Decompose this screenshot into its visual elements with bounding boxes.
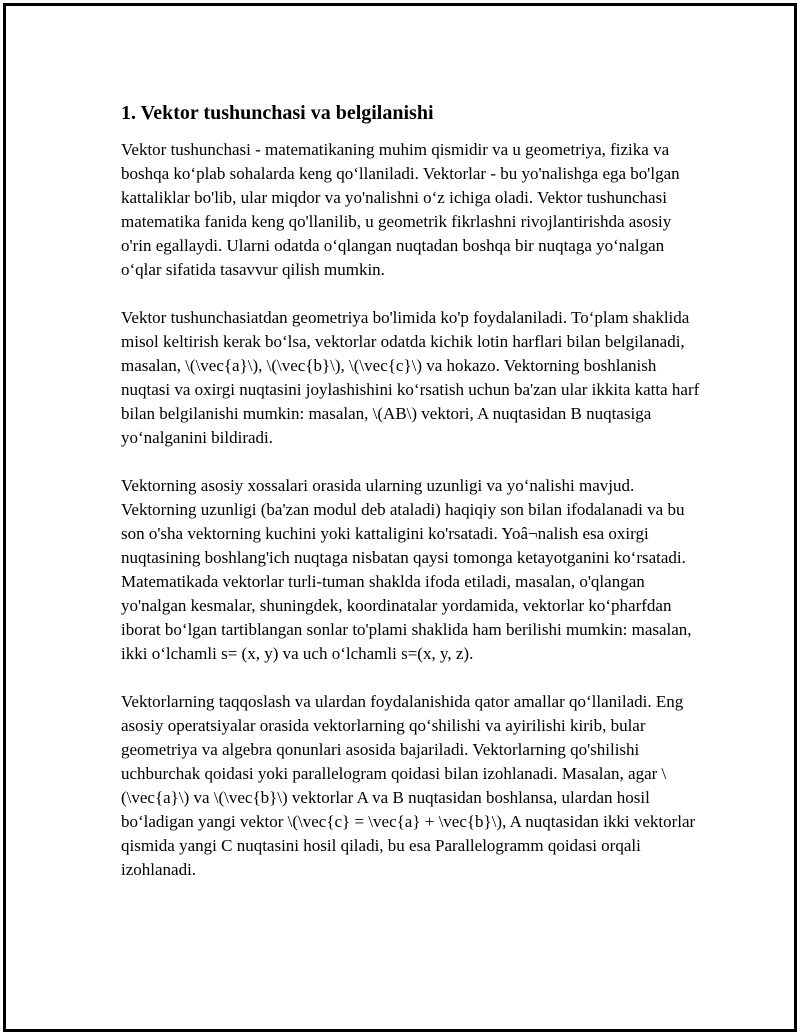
section-heading: 1. Vektor tushunchasi va belgilanishi (121, 102, 434, 124)
paragraph-1: Vektor tushunchasi - matematikaning muhim qismidir va u geometriya, fizika va boshqa ko‘plab sohalarda keng qo‘llaniladi. Vektorlar - bu yo'nalishga ega bo'lgan kattaliklar bo'lib, ular miqdor va yo'nalishni o‘z ichiga oladi. Vektor tushunchasi matematika fanida keng qo'llanilib, u geometrik fikrlashni rivojlantirishda asosiy o'rin egallaydi. Ularni odatda o‘qlangan nuqtadan boshqa bir nuqtaga yo‘nalgan o‘qlar sifatida tasavvur qilish mumkin. (121, 140, 680, 279)
page-border (3, 3, 797, 1032)
document-body (121, 100, 701, 906)
paragraph-4: Vektorlarning taqqoslash va ulardan foydalanishida qator amallar qo‘llaniladi. Eng asosiy operatsiyalar orasida vektorlarning qo‘shilishi va ayirilishi kirib, bular geometriya va algebra qonunlari asosida bajariladi. Vektorlarning qo'shilishi uchburchak qoidasi yoki parallelogram qoidasi bilan izohlanadi. Masalan, agar \(\vec{a}\) va \(\vec{b}\) vektorlar A va B nuqtasidan boshlansa, ulardan hosil bo‘ladigan yangi vektor \(\vec{c} = \vec{a} + \vec{b}\), A nuqtasidan ikki vektorlar qismida yangi C nuqtasini hosil qiladi, bu esa Parallelogramm qoidasi orqali izohlanadi. (121, 692, 696, 879)
paragraph-2: Vektor tushunchasiatdan geometriya bo'limida ko'p foydalaniladi. To‘plam shaklida misol keltirish kerak bo‘lsa, vektorlar odatda kichik lotin harflari bilan belgilanadi, masalan, \(\vec{a}\), \(\vec{b}\), \(\vec{c}\) va hokazo. Vektorning boshlanish nuqtasi va oxirgi nuqtasini joylashishini ko‘rsatish uchun ba'zan ular ikkita katta harf bilan belgilanishi mumkin: masalan, \(AB\) vektori, A nuqtasidan B nuqtasiga yo‘nalganini bildiradi. (121, 308, 700, 447)
paragraph-3: Vektorning asosiy xossalari orasida ularning uzunligi va yo‘nalishi mavjud. Vektorning uzunligi (ba'zan modul deb ataladi) haqiqiy son bilan ifodalanadi va bu son o'sha vektorning kuchini yoki kattaligini ko'rsatadi. Yoâ¬nalish esa oxirgi nuqtasining boshlang'ich nuqtaga nisbatan qaysi tomonga ketayotganini ko‘rsatadi. Matematikada vektorlar turli-tuman shaklda ifoda etiladi, masalan, o'qlangan yo'nalgan kesmalar, shuningdek, koordinatalar yordamida, vektorlar ko‘pharfdan iborat bo‘lgan tartiblangan sonlar to'plami shaklida ham berilishi mumkin: masalan, ikki o‘lchamli s= (x, y) va uch o‘lchamli s=(x, y, z). (121, 476, 692, 663)
